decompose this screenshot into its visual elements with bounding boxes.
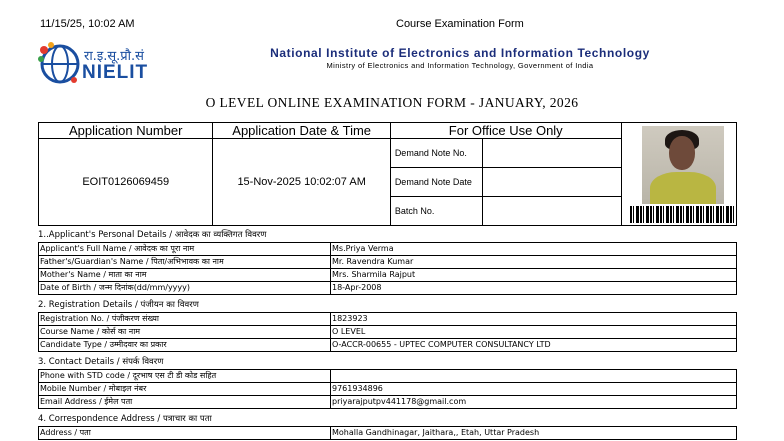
demand-note-date-label: Demand Note Date bbox=[390, 168, 483, 197]
row-value: O-ACCR-00655 - UPTEC COMPUTER CONSULTANCY LTD bbox=[331, 339, 737, 352]
row-value: 9761934896 bbox=[331, 383, 737, 396]
barcode bbox=[630, 206, 734, 223]
application-datetime-value: 15-Nov-2025 10:02:07 AM bbox=[213, 139, 390, 226]
header-office-use: For Office Use Only bbox=[390, 123, 621, 139]
personal-details-table bbox=[38, 242, 737, 295]
table-row bbox=[39, 396, 737, 409]
row-label: Email Address / ईमेल पता bbox=[39, 396, 331, 409]
table-row bbox=[39, 339, 737, 352]
row-value: Ms.Priya Verma bbox=[331, 243, 737, 256]
table-row bbox=[39, 243, 737, 256]
section-personal-title: 1..Applicant's Personal Details / आवेदक का व्यक्तिगत विवरण bbox=[38, 230, 267, 240]
row-label: Mother's Name / माता का नाम bbox=[39, 269, 331, 282]
form-title: O LEVEL ONLINE EXAMINATION FORM - JANUARY, 2026 bbox=[205, 95, 579, 110]
row-value: Mrs. Sharmila Rajput bbox=[331, 269, 737, 282]
row-label: Registration No. / पंजीकरण संख्या bbox=[39, 313, 331, 326]
registration-details-table bbox=[38, 312, 737, 352]
logo-hindi-text: रा.इ.सू.प्रौ.सं bbox=[84, 49, 144, 64]
row-value: Mr. Ravendra Kumar bbox=[331, 256, 737, 269]
row-value: O LEVEL bbox=[331, 326, 737, 339]
batch-no-value bbox=[483, 197, 621, 226]
table-row bbox=[39, 427, 737, 440]
ministry-name: Ministry of Electronics and Information Technology, Government of India bbox=[326, 61, 594, 70]
document-title: Course Examination Form bbox=[396, 18, 524, 30]
application-number-value: EOIT0126069459 bbox=[39, 139, 213, 226]
row-label: Course Name / कोर्स का नाम bbox=[39, 326, 331, 339]
institute-name: National Institute of Electronics and Information Technology bbox=[270, 46, 650, 60]
row-label: Applicant's Full Name / आवेदक का पूरा नाम bbox=[39, 243, 331, 256]
header-application-number: Application Number bbox=[39, 123, 213, 139]
address-details-table bbox=[38, 426, 737, 440]
demand-note-no-value bbox=[483, 139, 621, 168]
row-label: Candidate Type / उम्मीदवार का प्रकार bbox=[39, 339, 331, 352]
row-value: priyarajputpv441178@gmail.com bbox=[331, 396, 737, 409]
table-row bbox=[39, 326, 737, 339]
row-label: Mobile Number / मोबाइल नंबर bbox=[39, 383, 331, 396]
table-row bbox=[39, 383, 737, 396]
application-summary-table bbox=[38, 122, 737, 226]
nielit-logo bbox=[38, 38, 168, 88]
table-row bbox=[39, 282, 737, 295]
demand-note-date-value bbox=[483, 168, 621, 197]
row-label: Father's/Guardian's Name / पिता/अभिभावक का नाम bbox=[39, 256, 331, 269]
section-address-title: 4. Correspondence Address / पत्राचार का पता bbox=[38, 414, 212, 424]
table-row bbox=[39, 256, 737, 269]
table-row bbox=[39, 313, 737, 326]
globe-icon bbox=[38, 40, 82, 86]
contact-details-table bbox=[38, 369, 737, 409]
demand-note-no-label: Demand Note No. bbox=[390, 139, 483, 168]
photo-cell bbox=[621, 123, 736, 226]
row-value bbox=[331, 370, 737, 383]
section-contact-title: 3. Contact Details / संपर्क विवरण bbox=[38, 357, 164, 367]
row-label: Phone with STD code / दूरभाष एस टी डी कोड सहित bbox=[39, 370, 331, 383]
row-value: 18-Apr-2008 bbox=[331, 282, 737, 295]
row-label: Date of Birth / जन्म दिनांक(dd/mm/yyyy) bbox=[39, 282, 331, 295]
row-label: Address / पता bbox=[39, 427, 331, 440]
batch-no-label: Batch No. bbox=[390, 197, 483, 226]
print-datetime: 11/15/25, 10:02 AM bbox=[40, 18, 135, 30]
row-value: Mohalla Gandhinagar, Jaithara,, Etah, Uttar Pradesh bbox=[331, 427, 737, 440]
table-row bbox=[39, 370, 737, 383]
header-application-datetime: Application Date & Time bbox=[213, 123, 390, 139]
table-row bbox=[39, 269, 737, 282]
logo-text: NIELIT bbox=[82, 62, 149, 83]
candidate-photo bbox=[642, 126, 724, 204]
row-value: 1823923 bbox=[331, 313, 737, 326]
section-registration-title: 2. Registration Details / पंजीयन का विवरण bbox=[38, 300, 199, 310]
